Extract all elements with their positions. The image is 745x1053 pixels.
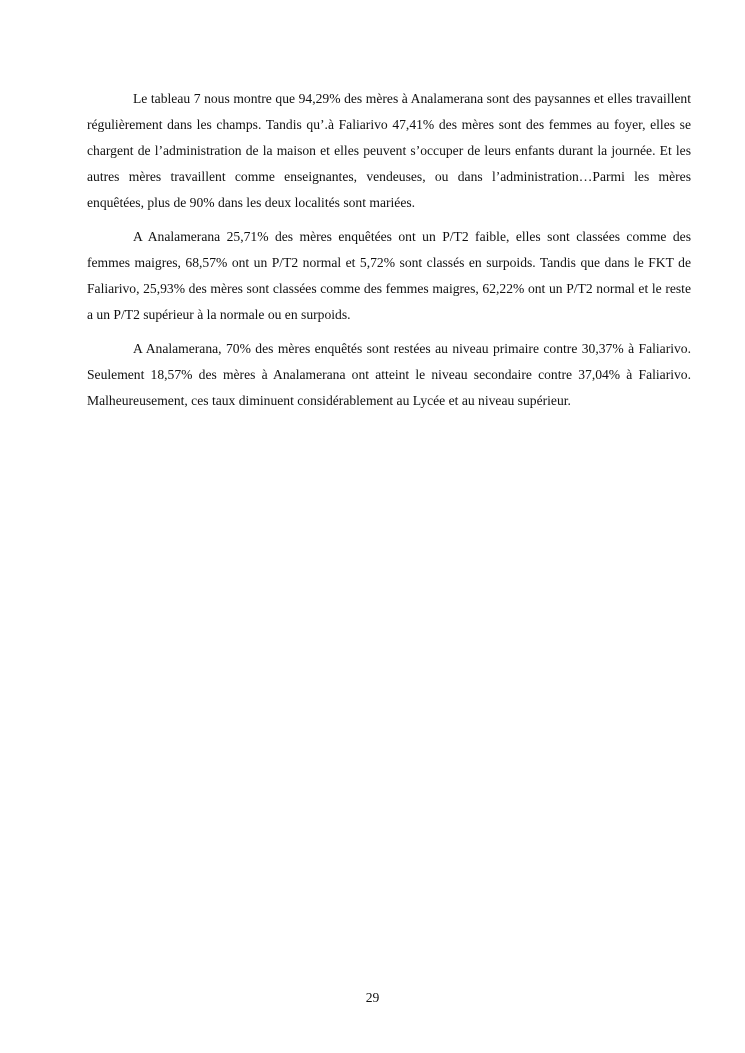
- body-text: [87, 86, 691, 422]
- paragraph-occupation: Le tableau 7 nous montre que 94,29% des mères à Analamerana sont des paysannes et elles travaillent régulièrement dans les champs. Tandis qu’.à Faliarivo 47,41% des mères sont des femmes au foyer, elles se chargent de l’administration de la maison et elles peuvent s’occuper de leurs enfants durant la journée. Et les autres mères travaillent comme enseignantes, vendeuses, ou dans l’administration…Parmi les mères enquêtées, plus de 90% dans les deux localités sont mariées.: [87, 91, 691, 210]
- page-number: 29: [365, 990, 380, 1005]
- paragraph-education-level: A Analamerana, 70% des mères enquêtés sont restées au niveau primaire contre 30,37% à Faliarivo. Seulement 18,57% des mères à Analamerana ont atteint le niveau secondaire contre 37,04% à Faliarivo. Malheureusement, ces taux diminuent considérablement au Lycée et au niveau supérieur.: [87, 341, 691, 408]
- paragraph-nutrition-status: A Analamerana 25,71% des mères enquêtées ont un P/T2 faible, elles sont classées comme des femmes maigres, 68,57% ont un P/T2 normal et 5,72% sont classés en surpoids. Tandis que dans le FKT de Faliarivo, 25,93% des mères sont classées comme des femmes maigres, 62,22% ont un P/T2 normal et le reste a un P/T2 supérieur à la normale ou en surpoids.: [87, 229, 691, 322]
